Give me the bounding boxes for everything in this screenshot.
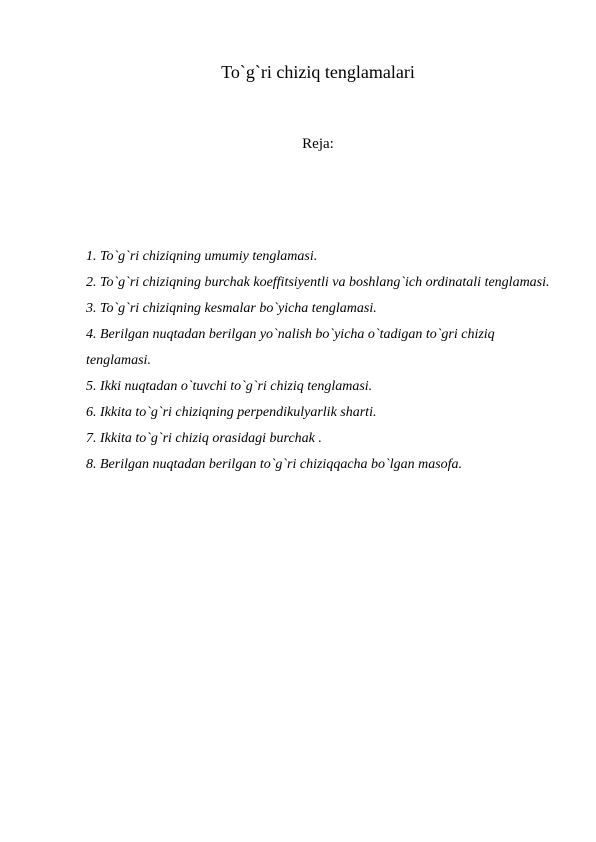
plan-item: 6. Ikkita to`g`ri chiziqning perpendikulyarlik sharti. [86, 405, 377, 420]
plan-item: 5. Ikki nuqtadan o`tuvchi to`g`ri chiziq tenglamasi. [86, 379, 373, 394]
plan-item: 4. Berilgan nuqtadan berilgan yo`nalish bo`yicha o`tadigan to`gri chiziq tenglamasi. [86, 327, 495, 368]
plan-item: 2. To`g`ri chiziqning burchak koeffitsiyentli va boshlang`ich ordinatali tenglamasi. [86, 275, 550, 290]
plan-item: 8. Berilgan nuqtadan berilgan to`g`ri chiziqqacha bo`lgan masofa. [86, 457, 463, 472]
document-title: To`g`ri chiziq tenglamalari [221, 62, 415, 82]
plan-heading: Reja: [302, 136, 334, 152]
plan-list [86, 244, 556, 478]
plan-item: 3. To`g`ri chiziqning kesmalar bo`yicha tenglamasi. [86, 301, 377, 316]
plan-item: 1. To`g`ri chiziqning umumiy tenglamasi. [86, 249, 318, 264]
plan-item: 7. Ikkita to`g`ri chiziq orasidagi burchak . [86, 431, 322, 446]
